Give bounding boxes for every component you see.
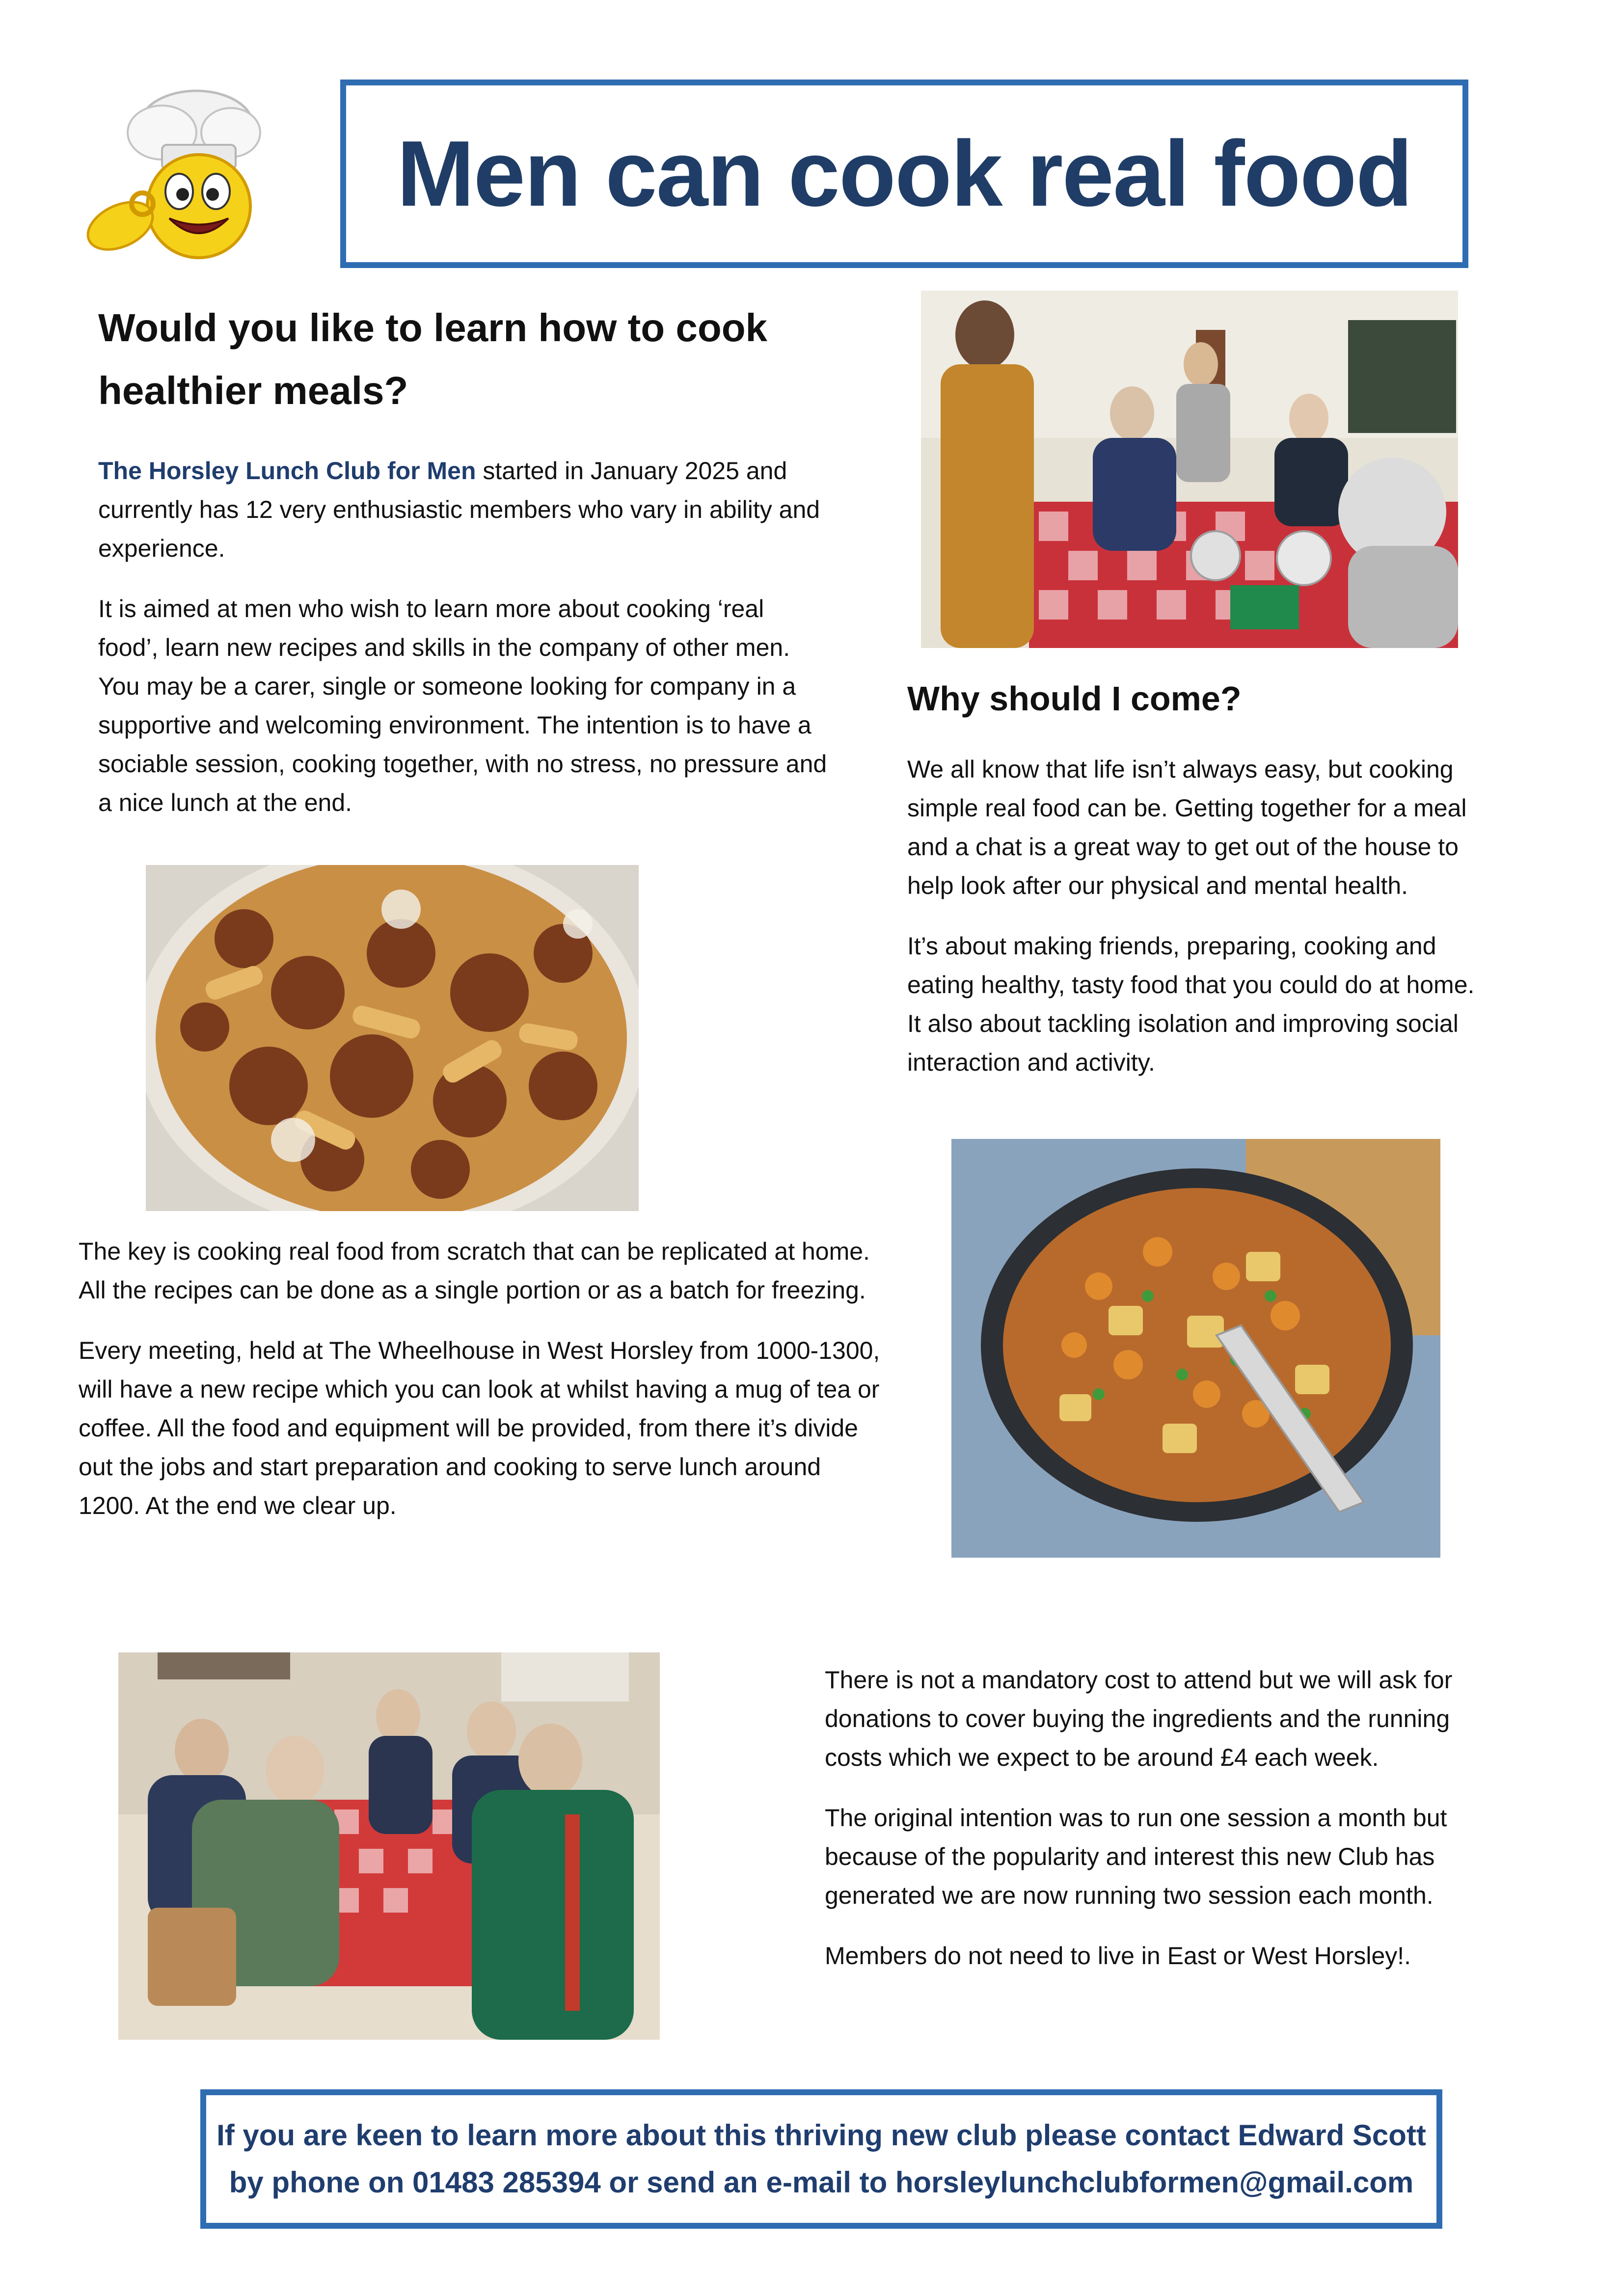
chef-emoji-icon (74, 79, 285, 265)
intro-text-block (98, 452, 830, 844)
why-paragraph-1: We all know that life isn’t always easy, but cooking simple real food can be. Getting together for a meal and a chat is a great way to get out of the house to help look after our physical and mental health. (907, 756, 1467, 899)
sessions-paragraph: The original intention was to run one session a month but because of the popularity and interest this new Club has generated we are now running two session each month. (825, 1804, 1447, 1909)
kitchen-group-photo (921, 291, 1458, 648)
page-title: Men can cook real food (397, 122, 1412, 226)
intro-paragraph (98, 452, 830, 568)
membership-paragraph: Members do not need to live in East or West Horsley!. (825, 1942, 1411, 1970)
club-name-highlight: The Horsley Lunch Club for Men (98, 457, 476, 485)
recipe-text-block (79, 1232, 889, 1547)
pasta-ragu-photo (146, 865, 639, 1211)
contact-box (200, 2089, 1442, 2229)
key-paragraph: The key is cooking real food from scratch that can be replicated at home. All the recipes can be done as a single portion or as a batch for freezing. (79, 1238, 870, 1304)
intro-paragraph-rest: started in January 2025 and currently has 12 very enthusiastic members who vary in ability and experience. (98, 457, 820, 562)
section-heading-why: Why should I come? (907, 679, 1242, 718)
cost-text-block (825, 1661, 1473, 1997)
section-heading-learn: Would you like to learn how to cook healthier meals? (98, 306, 768, 412)
members-eating-photo (118, 1652, 660, 2040)
contact-line-1: If you are keen to learn more about this thriving new club please contact Edward Scott (216, 2119, 1426, 2152)
meeting-paragraph: Every meeting, held at The Wheelhouse in West Horsley from 1000-1300, will have a new recipe which you can look at whilst having a mug of tea or coffee. All the food and equipment will be provided, from there it’s divide out the jobs and start preparation and cooking to serve lunch around 1200. At the end we clear up. (79, 1337, 880, 1519)
stew-pot-photo (951, 1139, 1440, 1558)
why-text-block (907, 750, 1482, 1104)
contact-line-2: by phone on 01483 285394 or send an e-mail to horsleylunchclubformen@gmail.com (229, 2166, 1414, 2199)
cost-paragraph: There is not a mandatory cost to attend but we will ask for donations to cover buying the ingredients and the running costs which we expect to be around £4 each week. (825, 1666, 1453, 1771)
aim-paragraph: It is aimed at men who wish to learn more about cooking ‘real food’, learn new recipes and skills in the company of other men. You may be a carer, single or someone looking for company in a supportive and welcoming environment. The intention is to have a sociable session, cooking together, with no stress, no pressure and a nice lunch at the end. (98, 595, 827, 816)
title-box (340, 80, 1468, 268)
why-paragraph-2: It’s about making friends, preparing, cooking and eating healthy, tasty food that you could do at home. It also about tackling isolation and improving social interaction and activity. (907, 932, 1475, 1076)
